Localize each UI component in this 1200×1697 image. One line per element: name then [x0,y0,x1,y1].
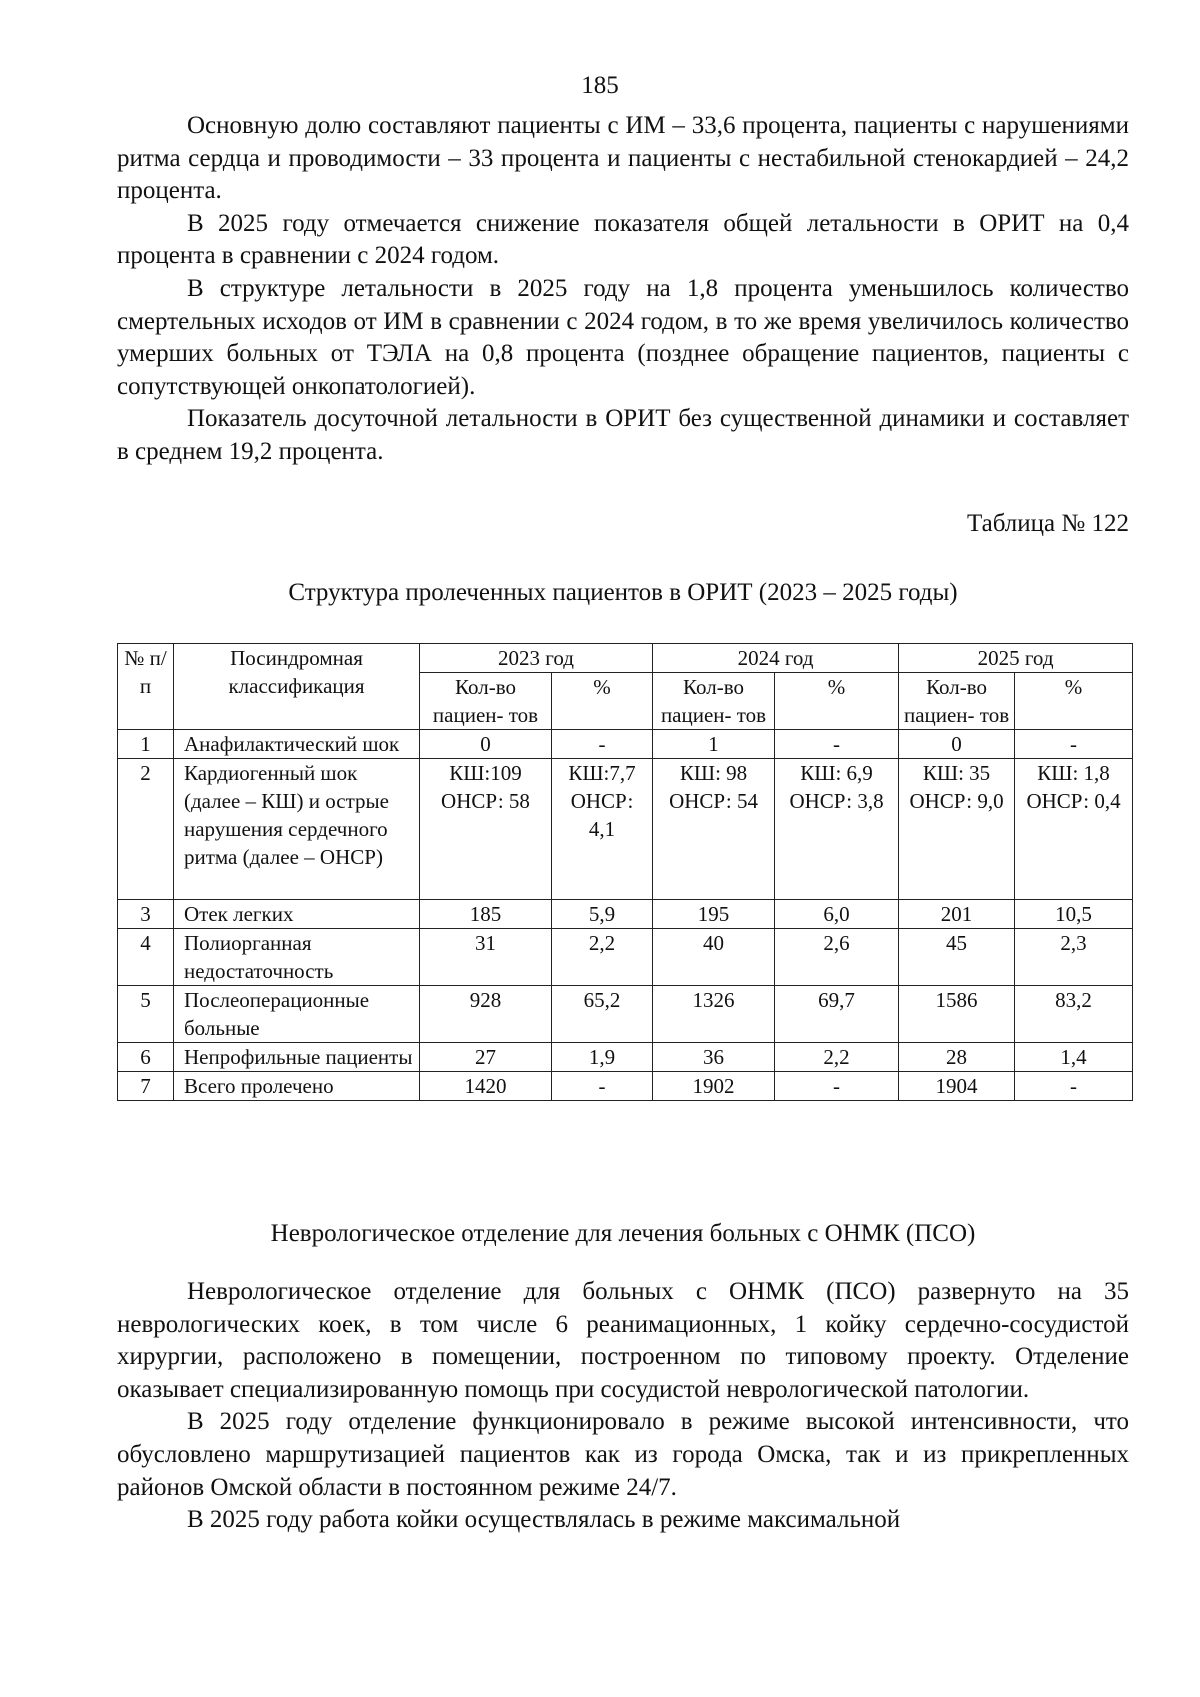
cell-count-2023: 928 [420,986,552,1043]
cell-number: 2 [118,759,174,900]
header-percent: % [775,673,899,730]
page-number: 185 [581,72,619,99]
cell-classification: Кардиогенный шок (далее – КШ) и острые нарушения сердечного ритма (далее – ОНСР) [174,759,420,900]
cell-count-2024: 1326 [653,986,775,1043]
cell-percent-2025: 2,3 [1015,929,1133,986]
paragraph: Неврологическое отделение для больных с ОНМК (ПСО) развернуто на 35 неврологических коек, в том числе 6 реанимационных, 1 койку сердечно-сосудистой хирургии, расположено в помещении, построенном по типовому проекту. Отделение оказывает специализированную помощь при сосудистой неврологической патологии. [117,1278,1129,1403]
cell-percent-2025: КШ: 1,8 ОНСР: 0,4 [1015,759,1133,900]
cell-percent-2024: - [775,1072,899,1101]
cell-classification: Непрофильные пациенты [174,1043,420,1072]
cell-count-2025: 28 [899,1043,1015,1072]
cell-percent-2025: - [1015,1072,1133,1101]
cell-percent-2024: 2,2 [775,1043,899,1072]
cell-number: 3 [118,900,174,929]
cell-percent-2024: 6,0 [775,900,899,929]
cell-classification: Полиорганная недостаточность [174,929,420,986]
paragraph: В структуре летальности в 2025 году на 1,8 процента уменьшилось количество смертельных исходов от ИМ в сравнении с 2024 годом, в то же время увеличилось количество умерших больных от ТЭЛА на 0,8 процента (позднее обращение пациентов, пациенты с сопутствующей онкопатологией). [117,274,1129,400]
cell-classification: Всего пролечено [174,1072,420,1101]
cell-count-2025: 1586 [899,986,1015,1043]
cell-classification: Анафилактический шок [174,730,420,759]
cell-count-2024: 1902 [653,1072,775,1101]
header-count: Кол-во пациен- тов [420,673,552,730]
header-year-2025: 2025 год [899,644,1133,673]
cell-percent-2023: - [552,1072,653,1101]
table-row [118,730,1133,759]
cell-percent-2025: 1,4 [1015,1043,1133,1072]
header-row [118,644,1133,673]
cell-number: 7 [118,1072,174,1101]
table-row [118,1043,1133,1072]
table-row [118,1072,1133,1101]
table-row [118,759,1133,900]
cell-count-2024: 36 [653,1043,775,1072]
header-percent: % [552,673,653,730]
cell-count-2023: 1420 [420,1072,552,1101]
cell-percent-2025: - [1015,730,1133,759]
header-count: Кол-во пациен- тов [899,673,1015,730]
table-row [118,929,1133,986]
table-row [118,986,1133,1043]
text-block-top [117,110,1129,469]
cell-percent-2023: 2,2 [552,929,653,986]
cell-count-2023: 31 [420,929,552,986]
cell-count-2023: КШ:109 ОНСР: 58 [420,759,552,900]
cell-percent-2024: - [775,730,899,759]
cell-percent-2024: 2,6 [775,929,899,986]
cell-count-2023: 0 [420,730,552,759]
cell-classification: Послеоперационные больные [174,986,420,1043]
cell-count-2024: 40 [653,929,775,986]
paragraph: В 2025 году отмечается снижение показателя общей летальности в ОРИТ на 0,4 процента в сравнении с 2024 годом. [117,209,1129,270]
cell-number: 1 [118,730,174,759]
cell-count-2023: 27 [420,1043,552,1072]
header-year-2023: 2023 год [420,644,653,673]
cell-count-2025: КШ: 35 ОНСР: 9,0 [899,759,1015,900]
cell-percent-2023: 5,9 [552,900,653,929]
cell-number: 6 [118,1043,174,1072]
cell-count-2024: КШ: 98 ОНСР: 54 [653,759,775,900]
header-count: Кол-во пациен- тов [653,673,775,730]
paragraph: Показатель досуточной летальности в ОРИТ без существенной динамики и составляет в среднем 19,2 процента. [117,405,1129,465]
patients-structure-table [117,643,1133,1101]
cell-percent-2023: 1,9 [552,1043,653,1072]
header-number: № п/п [118,644,174,730]
cell-number: 5 [118,986,174,1043]
header-classification: Посиндромная классификация [174,644,420,730]
table-label: Таблица № 122 [966,510,1129,537]
cell-percent-2024: КШ: 6,9 ОНСР: 3,8 [775,759,899,900]
paragraph: В 2025 году работа койки осуществлялась в режиме максимальной [187,1506,901,1534]
table-row [118,900,1133,929]
paragraph: Основную долю составляют пациенты с ИМ – 33,6 процента, пациенты с нарушениями ритма сердца и проводимости – 33 процента и пациенты с нестабильной стенокардией – 24,2 процента. [117,112,1129,205]
cell-percent-2023: - [552,730,653,759]
cell-classification: Отек легких [174,900,420,929]
cell-count-2023: 185 [420,900,552,929]
header-percent: % [1015,673,1133,730]
cell-percent-2025: 10,5 [1015,900,1133,929]
cell-count-2025: 45 [899,929,1015,986]
cell-percent-2025: 83,2 [1015,986,1133,1043]
cell-count-2025: 1904 [899,1072,1015,1101]
text-block-bottom [117,1276,1129,1537]
cell-percent-2023: 65,2 [552,986,653,1043]
cell-percent-2023: КШ:7,7 ОНСР: 4,1 [552,759,653,900]
cell-count-2024: 1 [653,730,775,759]
header-year-2024: 2024 год [653,644,899,673]
table-caption: Структура пролеченных пациентов в ОРИТ (2023 – 2025 годы) [288,579,958,606]
paragraph: В 2025 году отделение функционировало в режиме высокой интенсивности, что обусловлено маршрутизацией пациентов как из города Омска, так и из прикрепленных районов Омской области в постоянном режиме 24/7. [117,1408,1129,1501]
cell-count-2025: 0 [899,730,1015,759]
cell-percent-2024: 69,7 [775,986,899,1043]
section-heading: Неврологическое отделение для лечения больных с ОНМК (ПСО) [270,1220,976,1247]
cell-number: 4 [118,929,174,986]
cell-count-2024: 195 [653,900,775,929]
cell-count-2025: 201 [899,900,1015,929]
